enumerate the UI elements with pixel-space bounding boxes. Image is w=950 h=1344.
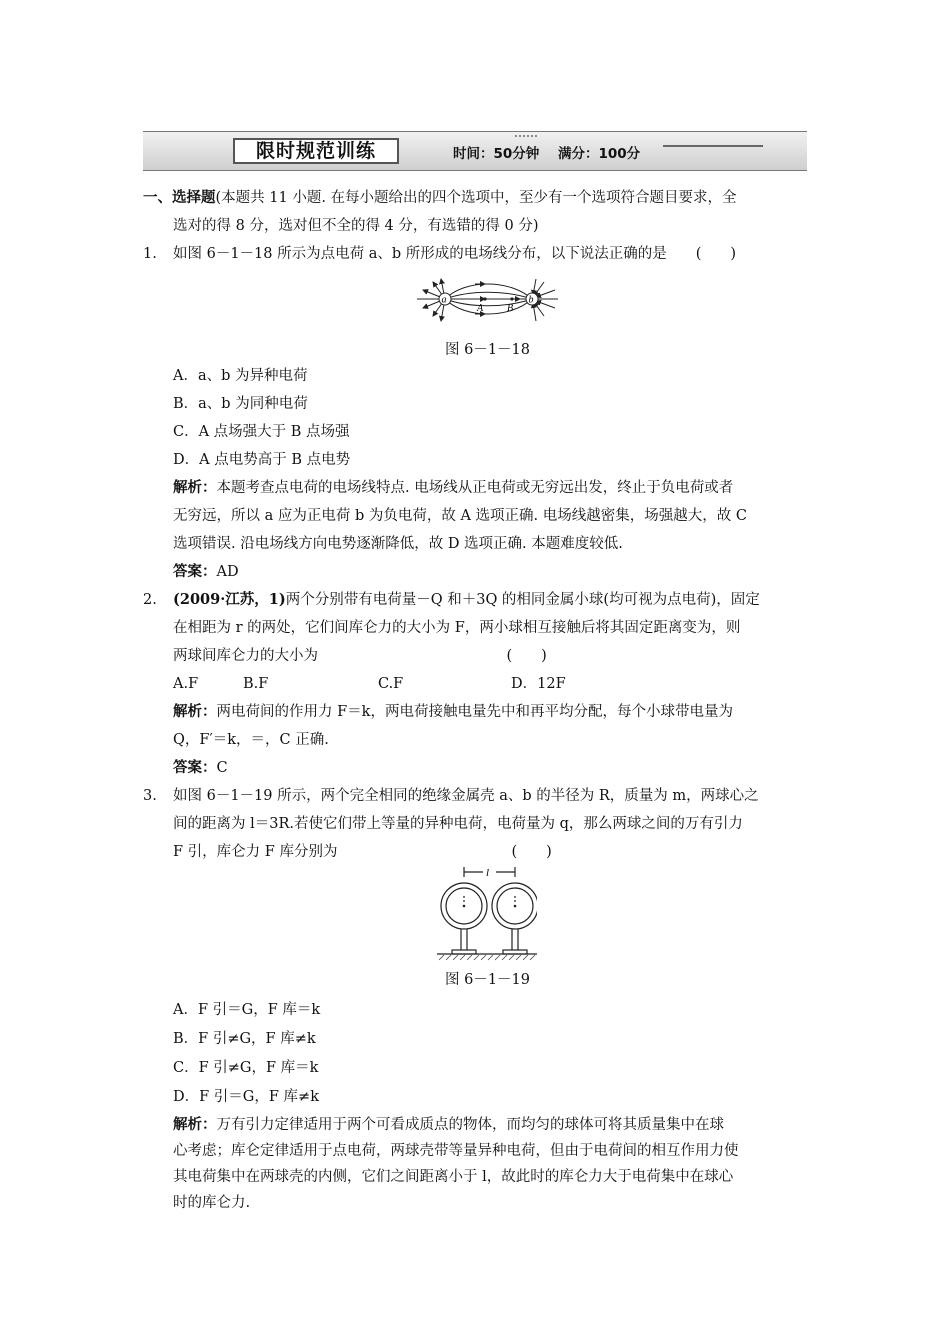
point-B-label: B bbox=[507, 303, 514, 314]
q2-source: (2009·江苏，1) bbox=[173, 591, 286, 608]
banner-meta bbox=[453, 142, 640, 162]
q1-analysis-2: 无穷远，所以 a 应为正电荷 b 为负电荷，故 A 选项正确. 电场线越密集，场强越大，故 C bbox=[173, 508, 747, 524]
q1-figure-caption: 图 6－1－18 bbox=[444, 342, 530, 358]
q1-option-b: B．a、b 为同种电荷 bbox=[173, 396, 308, 412]
q1-option-d: D．A 点电势高于 B 点电势 bbox=[173, 452, 351, 468]
q1-stem: 如图 6－1－18 所示为点电荷 a、b 所形成的电场线分布，以下说法正确的是 ( ) bbox=[173, 246, 737, 262]
section-intro-2: 选对的得 8 分，选对但不全的得 4 分，有选错的得 0 分) bbox=[173, 218, 539, 234]
q3-analysis-1: 解析：万有引力定律适用于两个可看成质点的物体，而均匀的球体可将其质量集中在球 bbox=[173, 1116, 724, 1133]
banner-decoration bbox=[515, 135, 537, 137]
distance-l-label: l bbox=[486, 867, 490, 879]
charge-b-label: b bbox=[528, 294, 534, 306]
q2-option-d: D．12F bbox=[511, 676, 566, 692]
q2-option-c: C.F bbox=[378, 676, 404, 692]
full-score: 满分：100分 bbox=[558, 146, 641, 162]
q2-answer-label: 答案： bbox=[173, 759, 217, 776]
q1-field-line-figure bbox=[415, 276, 560, 326]
q1-answer-label: 答案： bbox=[173, 563, 217, 580]
header-banner bbox=[143, 131, 807, 171]
section-heading bbox=[143, 188, 737, 208]
q1-analysis-1: 解析：本题考查点电荷的电场线特点. 电场线从正电荷或无穷远出发，终止于负电荷或者 bbox=[173, 479, 734, 496]
q1-option-c: C．A 点场强大于 B 点场强 bbox=[173, 424, 350, 440]
q3-option-a: A．F 引＝G，F 库＝k bbox=[173, 1002, 321, 1018]
q1-analysis-3: 选项错误. 沿电场线方向电势逐渐降低，故 D 选项正确. 本题难度较低. bbox=[173, 536, 623, 552]
q3-analysis-2: 心考虑；库仑定律适用于点电荷，两球壳带等量异种电荷，但由于电荷间的相互作用力使 bbox=[173, 1143, 739, 1159]
q1-option-a: A．a、b 为异种电荷 bbox=[173, 368, 308, 384]
q2-option-a: A.F bbox=[173, 676, 199, 692]
q3-option-c: C．F 引≠G，F 库＝k bbox=[173, 1060, 319, 1076]
q2-analysis-label: 解析： bbox=[173, 703, 217, 720]
q3-stem-3: F 引，库仑力 F 库分别为 ( ) bbox=[173, 844, 552, 860]
q3-number: 3. bbox=[143, 788, 157, 804]
q2-analysis-2: Q，F′＝k，＝，C 正确. bbox=[173, 732, 329, 748]
q2-stem-1: (2009·江苏，1)两个分别带有电荷量－Q 和＋3Q 的相同金属小球(均可视为点电荷)，固定 bbox=[173, 591, 760, 608]
q2-stem-2: 在相距为 r 的两处，它们间库仑力的大小为 F，两小球相互接触后将其固定距离变为，则 bbox=[173, 620, 741, 636]
section-label: 一、选择题 bbox=[143, 189, 216, 206]
q3-analysis-4: 时的库仑力. bbox=[173, 1195, 251, 1211]
q3-stem-1: 如图 6－1－19 所示，两个完全相同的绝缘金属壳 a、b 的半径为 R，质量为 m，两球心之 bbox=[173, 788, 759, 804]
q1-number: 1. bbox=[143, 246, 157, 262]
q3-metal-shells-figure bbox=[437, 864, 537, 966]
q3-figure-caption: 图 6－1－19 bbox=[444, 972, 530, 988]
point-A-label: A bbox=[477, 303, 484, 314]
q2-answer-value: C bbox=[216, 760, 228, 776]
q2-option-b: B.F bbox=[243, 676, 269, 692]
q3-analysis-3: 其电荷集中在两球壳的内侧，它们之间距离小于 l，故此时的库仑力大于电荷集中在球心 bbox=[173, 1169, 734, 1185]
q2-number: 2. bbox=[143, 592, 157, 608]
q2-answer bbox=[173, 758, 228, 778]
q1-answer-value: AD bbox=[216, 564, 239, 580]
charge-a-label: a bbox=[441, 294, 447, 306]
page-title: 限时规范训练 bbox=[233, 138, 399, 164]
q2-stem-3: 两球间库仑力的大小为 ( ) bbox=[173, 648, 547, 664]
q3-analysis-label: 解析： bbox=[173, 1116, 217, 1133]
q1-analysis-label: 解析： bbox=[173, 479, 217, 496]
q1-answer bbox=[173, 562, 239, 582]
q3-stem-2: 间的距离为 l＝3R.若使它们带上等量的异种电荷，电荷量为 q，那么两球之间的万有引力 bbox=[173, 816, 743, 832]
banner-rule bbox=[663, 145, 763, 147]
q3-option-d: D．F 引＝G，F 库≠k bbox=[173, 1089, 319, 1105]
time-limit: 时间：50分钟 bbox=[453, 146, 540, 162]
q3-option-b: B．F 引≠G，F 库≠k bbox=[173, 1031, 316, 1047]
section-intro: (本题共 11 小题. 在每小题给出的四个选项中，至少有一个选项符合题目要求，全 bbox=[215, 190, 737, 206]
q2-analysis-1: 解析：两电荷间的作用力 F＝k，两电荷接触电量先中和再平均分配，每个小球带电量为 bbox=[173, 703, 733, 720]
